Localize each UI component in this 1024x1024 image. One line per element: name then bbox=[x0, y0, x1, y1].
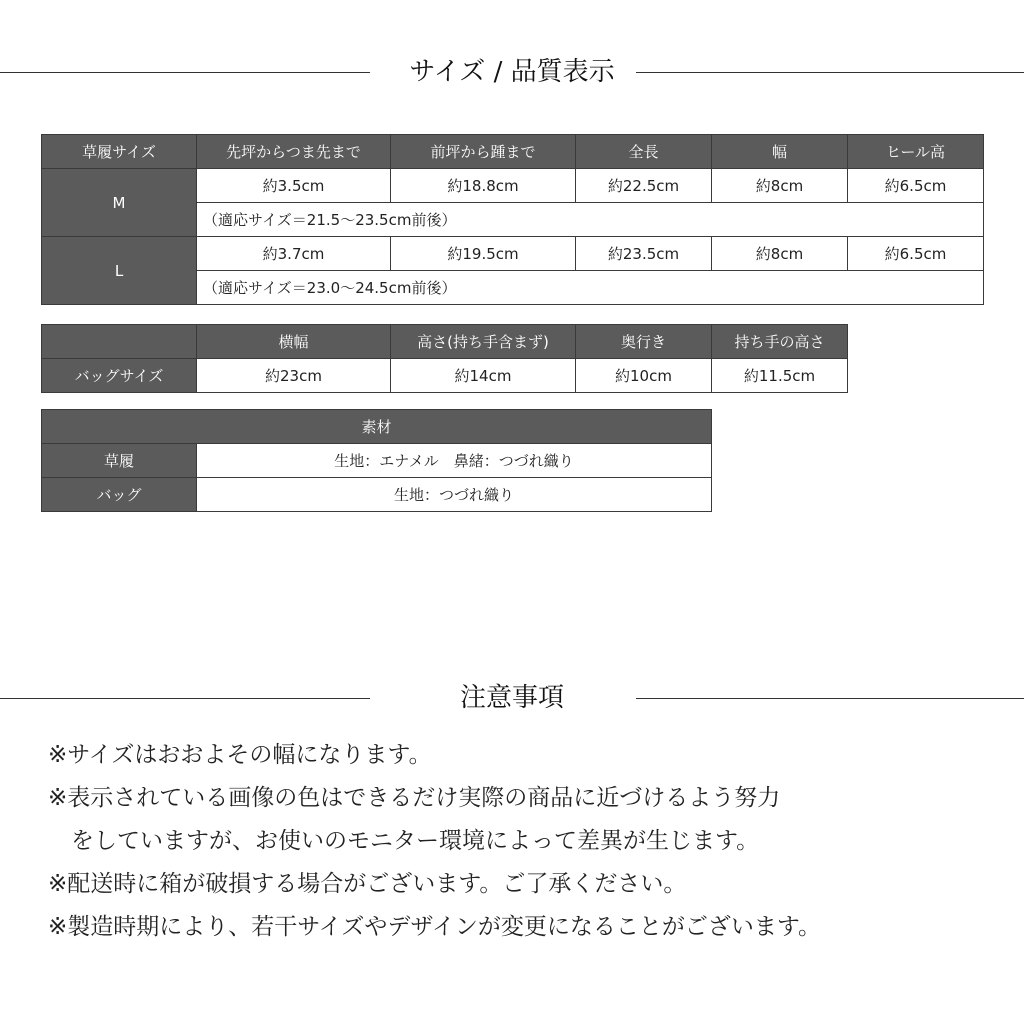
bag-size-table bbox=[41, 324, 848, 393]
zori-l-heel: 約19.5cm bbox=[391, 237, 576, 271]
note-line: ※サイズはおおよその幅になります。 bbox=[48, 742, 432, 768]
heading-rule-right bbox=[636, 72, 1024, 73]
material-label-bag: バッグ bbox=[42, 478, 197, 512]
bag-height: 約14cm bbox=[391, 359, 576, 393]
material-header-row bbox=[42, 410, 712, 444]
bag-depth: 約10cm bbox=[576, 359, 712, 393]
note-line: ※配送時に箱が破損する場合がございます。ご了承ください。 bbox=[48, 871, 687, 897]
zori-header-toe: 先坪からつま先まで bbox=[197, 135, 391, 169]
material-value-bag: 生地：つづれ織り bbox=[197, 478, 712, 512]
note-line: をしていますが、お使いのモニター環境によって差異が生じます。 bbox=[48, 828, 760, 854]
bag-row-label: バッグサイズ bbox=[42, 359, 197, 393]
note-line: ※表示されている画像の色はできるだけ実際の商品に近づけるよう努力 bbox=[48, 785, 781, 811]
bag-header-blank bbox=[42, 325, 197, 359]
zori-m-fit: （適応サイズ＝21.5〜23.5cm前後） bbox=[197, 203, 984, 237]
zori-header-length: 全長 bbox=[576, 135, 712, 169]
zori-l-fit: （適応サイズ＝23.0〜24.5cm前後） bbox=[197, 271, 984, 305]
size-quality-title: サイズ / 品質表示 bbox=[409, 57, 615, 87]
zori-header-heel: 前坪から踵まで bbox=[391, 135, 576, 169]
notes-list bbox=[48, 734, 821, 949]
bag-header-handle: 持ち手の高さ bbox=[712, 325, 848, 359]
zori-row-l bbox=[42, 237, 984, 271]
heading-rule-right bbox=[636, 698, 1024, 699]
material-label-zori: 草履 bbox=[42, 444, 197, 478]
bag-header-height: 高さ(持ち手含まず) bbox=[391, 325, 576, 359]
size-quality-heading bbox=[0, 52, 1024, 92]
material-row-bag bbox=[42, 478, 712, 512]
zori-m-heel: 約18.8cm bbox=[391, 169, 576, 203]
zori-header-row bbox=[42, 135, 984, 169]
zori-header-heel-height: ヒール高 bbox=[848, 135, 984, 169]
zori-m-length: 約22.5cm bbox=[576, 169, 712, 203]
zori-m-heel-height: 約6.5cm bbox=[848, 169, 984, 203]
note-line: ※製造時期により、若干サイズやデザインが変更になることがございます。 bbox=[48, 914, 821, 940]
zori-l-heel-height: 約6.5cm bbox=[848, 237, 984, 271]
bag-header-width: 横幅 bbox=[197, 325, 391, 359]
zori-m-width: 約8cm bbox=[712, 169, 848, 203]
bag-header-row bbox=[42, 325, 848, 359]
zori-header-width: 幅 bbox=[712, 135, 848, 169]
material-value-zori: 生地：エナメル 鼻緒：つづれ織り bbox=[197, 444, 712, 478]
zori-row-m bbox=[42, 169, 984, 203]
notes-heading bbox=[0, 678, 1024, 718]
material-row-zori bbox=[42, 444, 712, 478]
material-header: 素材 bbox=[42, 410, 712, 444]
bag-value-row bbox=[42, 359, 848, 393]
zori-size-table bbox=[41, 134, 984, 305]
zori-size-m: M bbox=[42, 169, 197, 237]
bag-handle-height: 約11.5cm bbox=[712, 359, 848, 393]
material-table bbox=[41, 409, 712, 512]
zori-l-length: 約23.5cm bbox=[576, 237, 712, 271]
zori-l-width: 約8cm bbox=[712, 237, 848, 271]
zori-l-toe: 約3.7cm bbox=[197, 237, 391, 271]
zori-header-size: 草履サイズ bbox=[42, 135, 197, 169]
zori-size-l: L bbox=[42, 237, 197, 305]
zori-m-toe: 約3.5cm bbox=[197, 169, 391, 203]
notes-title: 注意事項 bbox=[459, 683, 564, 713]
bag-width: 約23cm bbox=[197, 359, 391, 393]
bag-header-depth: 奥行き bbox=[576, 325, 712, 359]
